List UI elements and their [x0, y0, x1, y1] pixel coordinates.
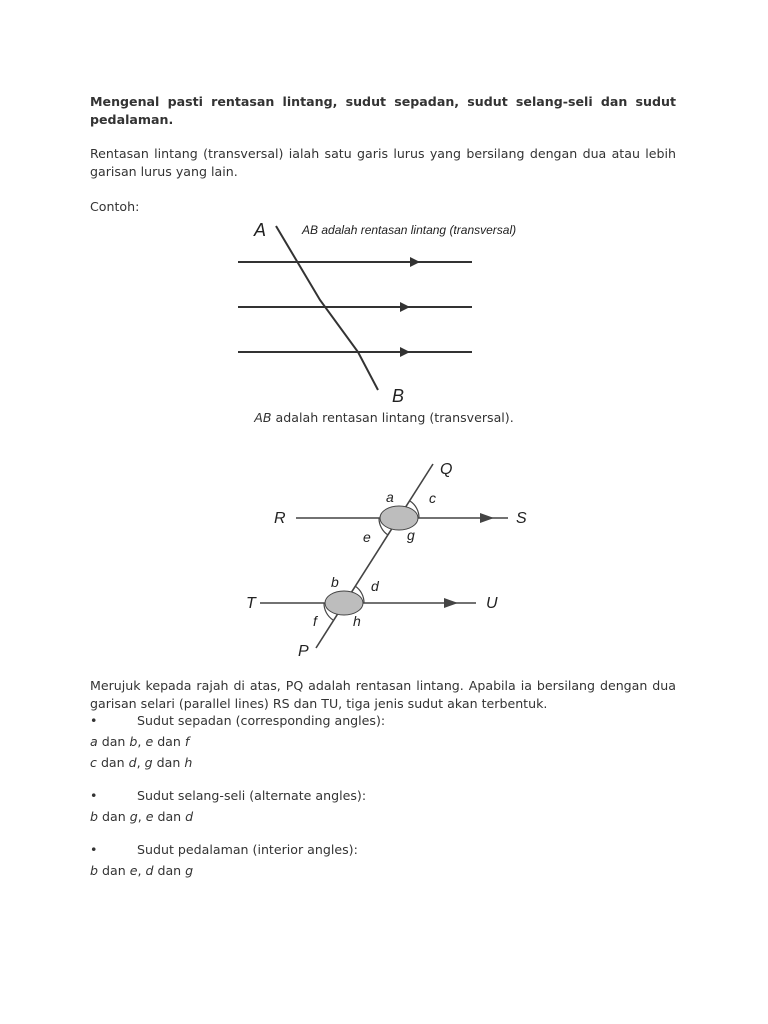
var: b [90, 863, 98, 878]
var: h [184, 755, 193, 770]
figure-annotation: AB adalah rentasan lintang (transversal) [302, 223, 517, 237]
var: b [129, 734, 138, 749]
corresponding-line-1 [90, 734, 189, 749]
angle-b-label: b [331, 574, 339, 590]
txt: , [137, 734, 146, 749]
transversal-pq [316, 464, 433, 648]
intro-paragraph: Merujuk kepada rajah di atas, PQ adalah rentasan lintang. Apabila ia bersilang dengan dua garisan selari (parallel lines) RS dan TU, tiga jenis sudut akan terbentuk. [90, 678, 676, 711]
var: a [90, 734, 98, 749]
bullet-dot: • [90, 842, 98, 857]
alternate-line-1 [90, 809, 193, 824]
point-q-label: Q [440, 461, 453, 478]
arrow-head-2 [400, 302, 410, 312]
point-u-label: U [486, 595, 498, 612]
point-p-label: P [298, 643, 309, 660]
txt: dan [153, 734, 185, 749]
alternate-title: Sudut selang-seli (alternate angles): [137, 788, 367, 803]
txt: , [137, 863, 146, 878]
corresponding-title: Sudut sepadan (corresponding angles): [137, 713, 386, 728]
angle-d-label: d [371, 578, 379, 594]
arrow-head-1 [410, 257, 420, 267]
txt: , [136, 755, 145, 770]
txt: dan [153, 863, 186, 878]
var: e [145, 734, 154, 749]
bullet-dot: • [90, 788, 98, 803]
point-b-label: B [392, 386, 405, 404]
angle-a-label: a [386, 489, 394, 505]
var: c [90, 755, 97, 770]
var: d [128, 755, 137, 770]
point-t-label: T [246, 595, 256, 612]
interior-title: Sudut pedalaman (interior angles): [137, 842, 358, 857]
var: e [145, 809, 154, 824]
caption-text: adalah rentasan lintang (transversal). [271, 410, 514, 425]
arrow-head-rs [480, 513, 494, 523]
arrow-head-3 [400, 347, 410, 357]
angle-c-label: c [429, 490, 436, 506]
txt: dan [98, 809, 130, 824]
point-r-label: R [274, 510, 286, 527]
arrow-head-tu [444, 598, 458, 608]
var: d [145, 863, 154, 878]
var: g [185, 863, 194, 878]
caption-ab: AB [254, 410, 272, 425]
var: g [144, 755, 153, 770]
point-a-label: A [254, 220, 267, 240]
txt: dan [152, 755, 185, 770]
angle-e-label: e [363, 529, 371, 545]
txt: dan [97, 734, 130, 749]
txt: dan [153, 809, 186, 824]
angles-figure [236, 456, 546, 661]
txt: dan [98, 863, 130, 878]
page-heading: Mengenal pasti rentasan lintang, sudut sepadan, sudut selang-seli dan sudut pedalaman. [90, 94, 676, 127]
corresponding-line-2 [90, 755, 192, 770]
transversal-figure [220, 212, 550, 404]
definition-paragraph: Rentasan lintang (transversal) ialah satu garis lurus yang bersilang dengan dua atau lebih garisan lurus yang lain. [90, 146, 676, 179]
bullet-dot: • [90, 713, 98, 728]
point-s-label: S [516, 510, 527, 527]
angle-g-label: g [407, 527, 415, 543]
txt: , [137, 809, 146, 824]
var: b [90, 809, 98, 824]
interior-line-1 [90, 863, 193, 878]
var: f [184, 734, 190, 749]
angle-h-label: h [353, 613, 361, 629]
figure-caption [0, 410, 768, 425]
example-label: Contoh: [90, 199, 140, 214]
var: g [129, 809, 138, 824]
var: e [129, 863, 138, 878]
intersection-shade-lower [325, 591, 363, 615]
var: d [185, 809, 194, 824]
txt: dan [96, 755, 129, 770]
angle-f-label: f [313, 613, 317, 629]
